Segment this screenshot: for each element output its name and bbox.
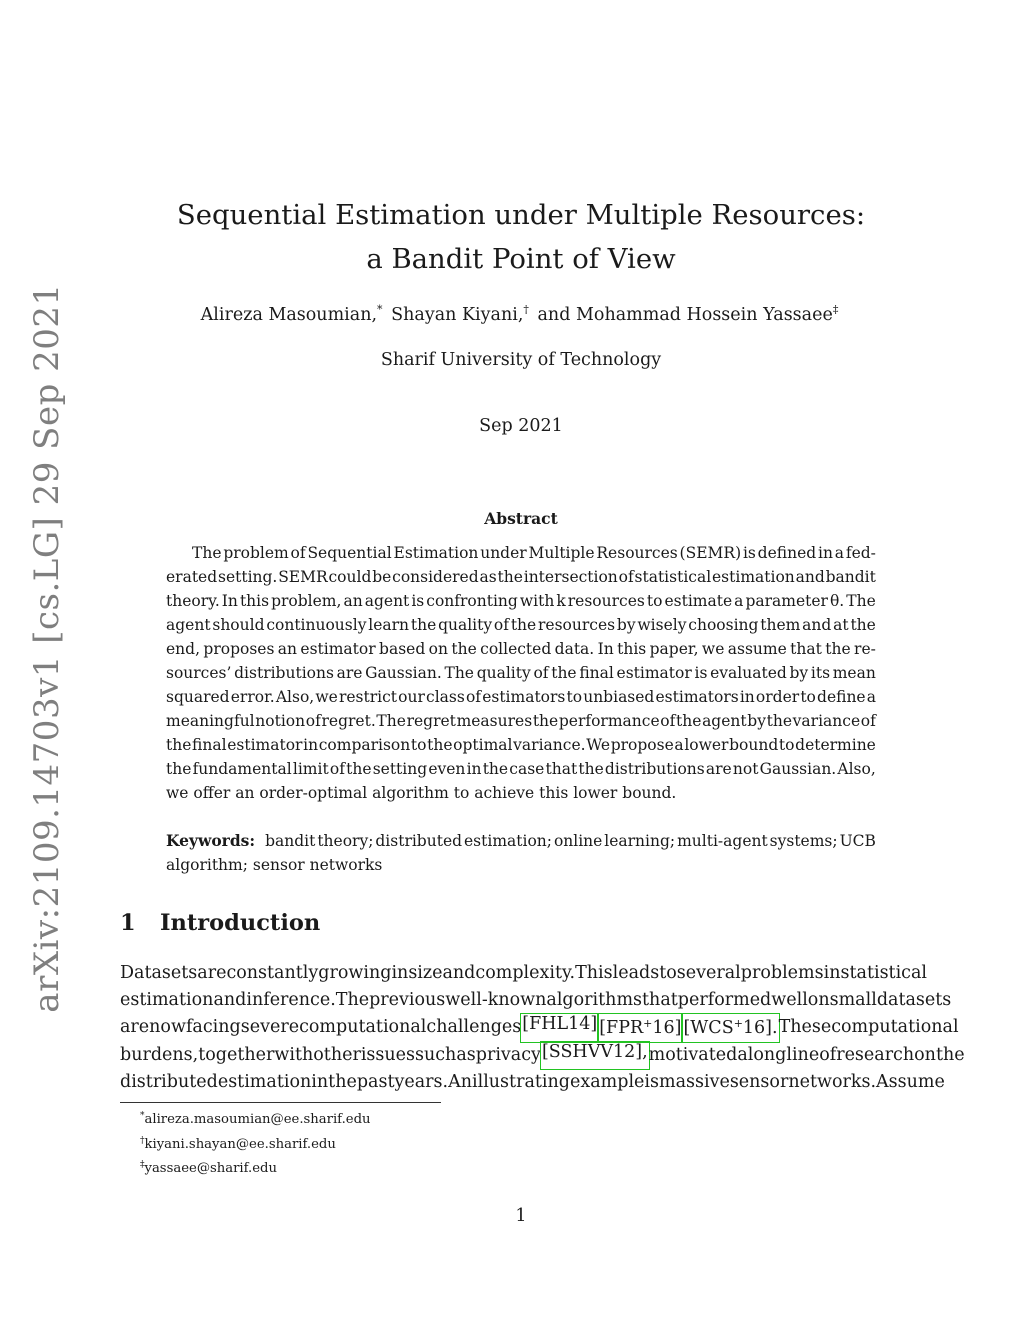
word: assume <box>727 640 787 658</box>
word: optimal <box>453 736 513 754</box>
word: in <box>739 688 755 706</box>
footnote-email: yassaee@sharif.edu <box>144 1161 277 1176</box>
word: of <box>533 664 549 682</box>
word: order <box>755 688 800 706</box>
word: limit <box>292 760 329 778</box>
word: parameter <box>745 592 828 610</box>
abstract-line <box>166 661 876 685</box>
word: wisely <box>637 616 687 634</box>
word: with <box>274 1044 314 1065</box>
word: of <box>329 760 345 778</box>
word: inference. <box>246 990 336 1011</box>
word: problem <box>223 544 289 562</box>
word: the <box>510 616 537 634</box>
word: agent <box>364 592 410 610</box>
word: is <box>644 1071 659 1092</box>
word: meaningful <box>166 712 255 730</box>
word: Gaussian. <box>759 760 837 778</box>
word: we offer an order-optimal algorithm to achieve this lower bound. <box>166 784 677 802</box>
word: The <box>192 544 222 562</box>
footnote-mark: * <box>140 1111 145 1121</box>
word: the <box>328 1071 357 1092</box>
word: statistical <box>634 568 712 586</box>
word: Estimation <box>393 544 479 562</box>
footnote-mark: * <box>377 303 383 316</box>
introduction-paragraph <box>120 960 965 1096</box>
word: by <box>789 664 809 682</box>
word: continuously <box>266 616 367 634</box>
word: an <box>343 592 363 610</box>
word: bandit <box>265 832 316 850</box>
word: on <box>428 640 448 658</box>
word: estimators <box>482 688 566 706</box>
word: are <box>705 760 732 778</box>
word: the <box>578 760 604 778</box>
keywords-text: algorithm; sensor networks <box>166 856 383 874</box>
word: data. <box>554 640 595 658</box>
word: In <box>597 640 614 658</box>
abstract-line <box>166 781 876 805</box>
word: massive <box>658 1071 730 1092</box>
word: (SEMR) <box>679 544 742 562</box>
word: the <box>451 640 477 658</box>
word: to <box>566 688 583 706</box>
word: setting. <box>217 568 278 586</box>
word: in <box>303 736 319 754</box>
footnote-mark: † <box>523 303 529 316</box>
word: estimation <box>712 568 795 586</box>
word: agent <box>166 616 211 634</box>
word: severe <box>240 1017 300 1038</box>
word: Assume <box>876 1071 945 1092</box>
word: SEMR <box>278 568 328 586</box>
footnotes <box>140 1106 371 1180</box>
word: The <box>846 592 876 610</box>
section-number: 1 <box>120 910 136 936</box>
word: on <box>914 1044 936 1065</box>
word: determine <box>795 736 876 754</box>
word: Also, <box>275 688 315 706</box>
word: the <box>166 736 192 754</box>
word: distributions <box>604 760 705 778</box>
abstract-line <box>166 709 876 733</box>
word: example <box>569 1071 645 1092</box>
word: to <box>800 688 816 706</box>
word: k <box>556 592 566 610</box>
text-line <box>120 1041 965 1069</box>
word: a <box>834 544 845 562</box>
word: well-known <box>445 990 547 1011</box>
word: class <box>426 688 465 706</box>
word: multi-agent <box>677 832 768 850</box>
word: research <box>836 1044 915 1065</box>
word: variance <box>792 712 861 730</box>
word: quality <box>476 664 531 682</box>
word: mean <box>832 664 876 682</box>
word: in <box>466 760 482 778</box>
text-line <box>120 1014 959 1041</box>
word: the <box>825 640 851 658</box>
word: of <box>305 712 321 730</box>
word: constantly <box>226 963 319 983</box>
word: an <box>277 640 298 658</box>
word: several <box>676 963 741 983</box>
word: quality <box>438 616 493 634</box>
word: based <box>379 640 426 658</box>
word: in <box>391 963 409 983</box>
word: agent <box>702 712 747 730</box>
word: by <box>616 616 636 634</box>
word: challenges <box>426 1017 522 1038</box>
word: evaluated <box>710 664 787 682</box>
word: An <box>448 1071 472 1092</box>
footnote-mark: † <box>140 1135 145 1146</box>
word: as <box>456 1044 476 1065</box>
word: computational <box>299 1017 427 1038</box>
word: case <box>509 760 545 778</box>
word: the <box>410 616 437 634</box>
word: and <box>795 568 825 586</box>
word: and <box>213 990 247 1011</box>
word: privacy <box>475 1044 541 1065</box>
word: Also, <box>837 760 876 778</box>
word: end, <box>166 640 201 658</box>
word: regret. <box>321 712 376 730</box>
word: resources <box>538 616 616 634</box>
paper-title <box>120 193 922 281</box>
word: distributions <box>234 664 334 682</box>
footnote-email: kiyani.shayan@ee.sharif.edu <box>144 1136 336 1152</box>
word: defined <box>757 544 817 562</box>
word: burdens, <box>120 1044 199 1065</box>
word: computational <box>831 1017 959 1038</box>
word: This <box>575 963 613 983</box>
word: re- <box>854 640 876 658</box>
word: under <box>480 544 527 562</box>
word: fed- <box>845 544 876 562</box>
word: online <box>553 832 603 850</box>
word: and <box>442 963 476 983</box>
word: setting <box>372 760 428 778</box>
word: of <box>493 616 509 634</box>
keywords-label: Keywords: <box>166 831 256 850</box>
word: now <box>149 1017 186 1038</box>
author-name: Mohammad Hossein Yassaee <box>575 305 833 325</box>
word: with <box>519 592 555 610</box>
word: the <box>676 712 702 730</box>
word: distributed <box>375 832 463 850</box>
word: choosing <box>688 616 759 634</box>
word: this <box>239 592 270 610</box>
word: issues <box>360 1044 415 1065</box>
word: line <box>786 1044 820 1065</box>
word: squared <box>166 688 230 706</box>
word: at <box>833 616 849 634</box>
word: that <box>642 990 678 1011</box>
word: by <box>747 712 766 730</box>
word: theory; <box>317 832 374 850</box>
word: confronting <box>426 592 518 610</box>
word: to <box>646 592 663 610</box>
word: a <box>737 1044 748 1065</box>
word: sensor <box>729 1071 789 1092</box>
word: of <box>660 712 676 730</box>
abstract-line <box>166 565 876 589</box>
abstract-line <box>166 733 876 757</box>
word: complexity. <box>475 963 576 983</box>
word: in <box>823 963 841 983</box>
author-name: Alireza Masoumian, <box>200 305 378 325</box>
word: error. <box>230 688 275 706</box>
word: Gaussian. <box>365 664 442 682</box>
abstract-line <box>166 589 876 613</box>
word: final <box>579 664 614 682</box>
word: performed <box>677 990 772 1011</box>
word: learn <box>368 616 410 634</box>
word: together <box>198 1044 275 1065</box>
word: are <box>120 1017 150 1038</box>
word: Resources <box>596 544 678 562</box>
word: proposes <box>203 640 275 658</box>
footnote-mark: ‡ <box>140 1160 145 1170</box>
page-number: 1 <box>515 1206 527 1226</box>
word: final <box>192 736 227 754</box>
word: distributed <box>120 1071 218 1092</box>
word: systems; <box>769 832 838 850</box>
word: learning; <box>604 832 676 850</box>
word: estimation; <box>464 832 552 850</box>
word: previous <box>369 990 446 1011</box>
title-line-2: a Bandit Point of View <box>366 243 676 275</box>
word: estimator <box>300 640 376 658</box>
word: of <box>819 1044 837 1065</box>
word: that <box>790 640 822 658</box>
word: lower <box>684 736 729 754</box>
word: are <box>336 664 363 682</box>
word: should <box>212 616 265 634</box>
word: the <box>166 760 192 778</box>
section-title: Introduction <box>160 910 321 936</box>
word: we <box>701 640 725 658</box>
word: to <box>778 736 795 754</box>
abstract-heading: Abstract <box>484 509 558 528</box>
word: fundamental <box>192 760 292 778</box>
word: measures <box>456 712 533 730</box>
section-heading <box>120 910 320 936</box>
word: of <box>465 688 482 706</box>
title-line-1: Sequential Estimation under Multiple Resources: <box>176 199 866 231</box>
word: a <box>866 688 876 706</box>
word: theory. <box>166 592 220 610</box>
word: notion <box>255 712 306 730</box>
word: not <box>732 760 759 778</box>
keywords-line <box>166 829 876 853</box>
footnote-mark: ‡ <box>832 303 839 316</box>
word: even <box>428 760 466 778</box>
word: algorithms <box>546 990 643 1011</box>
word: is <box>742 544 756 562</box>
word: the <box>482 760 509 778</box>
word: The <box>376 712 406 730</box>
word: intersection <box>523 568 618 586</box>
word: could <box>328 568 372 586</box>
word: we <box>315 688 338 706</box>
abstract-line <box>166 613 876 637</box>
word: We <box>586 736 611 754</box>
word: estimation <box>217 1071 312 1092</box>
word: regret <box>406 712 456 730</box>
author-joiner: and <box>537 305 571 325</box>
abstract-line <box>166 541 876 565</box>
word: define <box>817 688 866 706</box>
word: In <box>221 592 238 610</box>
word: a <box>674 736 684 754</box>
word: this <box>617 640 647 658</box>
text-line <box>120 960 928 987</box>
word: the <box>850 616 876 634</box>
word: datasets <box>876 990 952 1011</box>
word: size <box>408 963 443 983</box>
word: These <box>778 1017 832 1038</box>
citation-superscript: + <box>733 1017 743 1031</box>
word: are <box>197 963 227 983</box>
abstract-line <box>166 757 876 781</box>
word: θ. <box>829 592 845 610</box>
arxiv-identifier-stamp: arXiv:2109.14703v1 [cs.LG] 29 Sep 2021 <box>27 283 67 1013</box>
keywords-line <box>166 853 876 877</box>
word: its <box>810 664 831 682</box>
word: collected <box>480 640 552 658</box>
word: such <box>415 1044 457 1065</box>
word: of <box>860 712 876 730</box>
word: in <box>311 1071 329 1092</box>
word: sources’ <box>166 664 232 682</box>
word: resources <box>567 592 645 610</box>
word: the <box>427 736 453 754</box>
publication-date: Sep 2021 <box>479 416 563 436</box>
word: performance <box>558 712 660 730</box>
word: estimators <box>655 688 739 706</box>
word: restrict <box>338 688 398 706</box>
word: the <box>766 712 793 730</box>
word: Datasets <box>120 963 198 983</box>
word: on <box>807 990 830 1011</box>
word: statistical <box>840 963 928 983</box>
abstract-line <box>166 685 876 709</box>
word: The <box>335 990 370 1011</box>
word: past <box>356 1071 395 1092</box>
citation-link[interactable]: [WCS+16]. <box>682 1014 778 1041</box>
word: propose <box>610 736 674 754</box>
author-name: Shayan Kiyani, <box>391 305 524 325</box>
word: well <box>771 990 808 1011</box>
text-line <box>120 1069 945 1096</box>
word: the <box>346 760 372 778</box>
word: Multiple <box>528 544 595 562</box>
word: in <box>818 544 833 562</box>
word: be <box>372 568 392 586</box>
word: small <box>829 990 877 1011</box>
word: is <box>694 664 708 682</box>
word: estimation <box>120 990 214 1011</box>
word: variance. <box>513 736 586 754</box>
keywords-block <box>166 829 876 877</box>
word: bandit <box>825 568 876 586</box>
footnote <box>140 1155 371 1180</box>
word: erated <box>166 568 218 586</box>
citation-superscript: + <box>643 1017 653 1031</box>
word: as <box>479 568 497 586</box>
word: unbiased <box>583 688 655 706</box>
word: comparison <box>318 736 411 754</box>
word: other <box>313 1044 361 1065</box>
word: years. <box>394 1071 449 1092</box>
word: them <box>760 616 801 634</box>
abstract-line <box>166 637 876 661</box>
word: the <box>551 664 577 682</box>
word: The <box>444 664 474 682</box>
footnote-rule <box>120 1102 441 1103</box>
word: the <box>935 1044 965 1065</box>
word: problems <box>740 963 824 983</box>
word: that <box>545 760 578 778</box>
word: a <box>734 592 744 610</box>
author-list <box>120 303 922 325</box>
word: our <box>398 688 425 706</box>
word: long <box>747 1044 787 1065</box>
footnote <box>140 1106 371 1131</box>
word: Sequential <box>307 544 392 562</box>
word: networks. <box>788 1071 877 1092</box>
affiliation: Sharif University of Technology <box>380 350 662 370</box>
word: UCB <box>839 832 876 850</box>
citation-link[interactable]: [SSHVV12], <box>541 1042 649 1069</box>
word: to <box>410 736 427 754</box>
word: the <box>497 568 523 586</box>
word: problem, <box>271 592 342 610</box>
word: estimator <box>227 736 303 754</box>
word: bound <box>729 736 779 754</box>
word: estimate <box>664 592 733 610</box>
word: estimator <box>616 664 692 682</box>
citation-link[interactable]: [FPR+16] <box>598 1014 682 1041</box>
word: the <box>532 712 559 730</box>
word: considered <box>392 568 479 586</box>
word: of <box>290 544 306 562</box>
word: paper, <box>649 640 699 658</box>
word: and <box>802 616 832 634</box>
abstract-body <box>166 541 876 805</box>
footnote <box>140 1131 371 1156</box>
text-line <box>120 987 952 1014</box>
word: illustrating <box>472 1071 570 1092</box>
word: leads <box>612 963 660 983</box>
word: motivated <box>648 1044 738 1065</box>
citation-link[interactable]: [FHL14] <box>521 1014 598 1041</box>
footnote-email: alireza.masoumian@ee.sharif.edu <box>144 1112 371 1127</box>
word: of <box>618 568 634 586</box>
word: to <box>659 963 677 983</box>
word: growing <box>318 963 392 983</box>
word: facing <box>185 1017 241 1038</box>
word: is <box>411 592 425 610</box>
